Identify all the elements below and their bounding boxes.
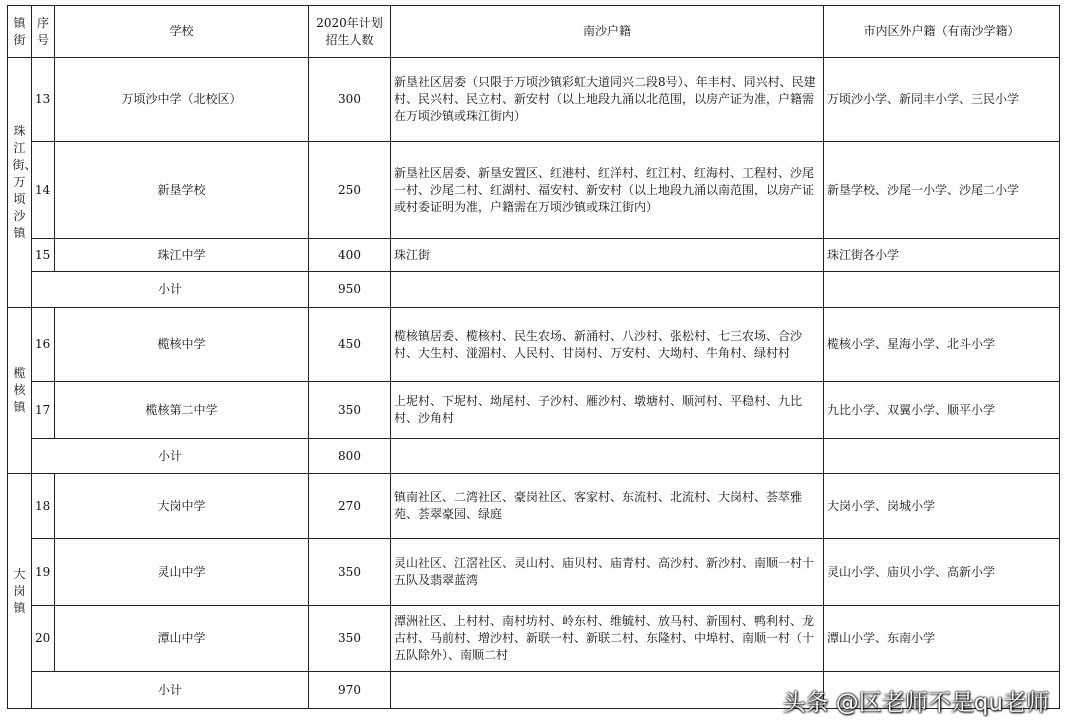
empty-cell — [824, 439, 1060, 474]
other-cell: 榄核小学、星海小学、北斗小学 — [824, 308, 1060, 382]
nansha-cell: 珠江街 — [391, 239, 824, 272]
seq-cell: 14 — [32, 142, 55, 239]
other-cell: 灵山小学、庙贝小学、高新小学 — [824, 539, 1060, 606]
seq-cell: 17 — [32, 382, 55, 439]
subtotal-label: 小计 — [32, 272, 309, 308]
table-row — [8, 606, 1060, 672]
seq-cell: 18 — [32, 474, 55, 539]
plan-cell: 450 — [309, 308, 391, 382]
nansha-cell: 新垦社区居委（只限于万顷沙镇彩虹大道同兴二段8号）、年丰村、同兴村、民建村、民兴村、民立村、新安村（以上地段九涌以北范围，以房产证为准，户籍需在万顷沙镇或珠江街内） — [391, 58, 824, 142]
seq-cell: 16 — [32, 308, 55, 382]
plan-cell: 400 — [309, 239, 391, 272]
plan-cell: 270 — [309, 474, 391, 539]
town-cell: 榄核镇 — [8, 308, 32, 474]
plan-cell: 350 — [309, 606, 391, 672]
subtotal-value: 970 — [309, 672, 391, 709]
header-school: 学校 — [55, 6, 309, 58]
table-row — [8, 539, 1060, 606]
header-nansha: 南沙户籍 — [391, 6, 824, 58]
header-other: 市内区外户籍（有南沙学籍） — [824, 6, 1060, 58]
other-cell: 潭山小学、东南小学 — [824, 606, 1060, 672]
subtotal-label: 小计 — [32, 439, 309, 474]
nansha-cell: 新垦社区居委、新垦安置区、红港村、红洋村、红江村、红海村、工程村、沙尾一村、沙尾二村、红湖村、福安村、新安村（以上地段九涌以南范围，以房产证或村委证明为准，户籍需在万顷沙镇或珠江街内） — [391, 142, 824, 239]
empty-cell — [391, 272, 824, 308]
subtotal-value: 800 — [309, 439, 391, 474]
table-row — [8, 308, 1060, 382]
nansha-cell: 上坭村、下坭村、坳尾村、子沙村、雁沙村、墩塘村、顺河村、平稳村、九比村、沙角村 — [391, 382, 824, 439]
school-cell: 大岗中学 — [55, 474, 309, 539]
header-plan: 2020年计划招生人数 — [309, 6, 391, 58]
school-cell: 新垦学校 — [55, 142, 309, 239]
empty-cell — [391, 439, 824, 474]
watermark: 头条 @区老师不是qu老师 — [782, 690, 1049, 716]
seq-cell: 13 — [32, 58, 55, 142]
other-cell: 珠江街各小学 — [824, 239, 1060, 272]
other-cell: 新垦学校、沙尾一小学、沙尾二小学 — [824, 142, 1060, 239]
town-cell: 珠江街、万顷沙镇 — [8, 58, 32, 308]
other-cell: 万顷沙小学、新同丰小学、三民小学 — [824, 58, 1060, 142]
seq-cell: 20 — [32, 606, 55, 672]
school-cell: 灵山中学 — [55, 539, 309, 606]
enrollment-table — [7, 5, 1060, 709]
seq-cell: 19 — [32, 539, 55, 606]
school-cell: 万顷沙中学（北校区） — [55, 58, 309, 142]
school-cell: 榄核第二中学 — [55, 382, 309, 439]
empty-cell — [391, 672, 824, 709]
other-cell: 大岗小学、岗城小学 — [824, 474, 1060, 539]
plan-cell: 350 — [309, 382, 391, 439]
nansha-cell: 榄核镇居委、榄核村、民生农场、新涌村、八沙村、张松村、七三农场、合沙村、大生村、湴湄村、人民村、甘岗村、万安村、大坳村、牛角村、绿村村 — [391, 308, 824, 382]
table-row — [8, 142, 1060, 239]
table-row — [8, 239, 1060, 272]
header-seq: 序号 — [32, 6, 55, 58]
header-town: 镇街 — [8, 6, 32, 58]
subtotal-row — [8, 272, 1060, 308]
header-row — [8, 6, 1060, 58]
subtotal-value: 950 — [309, 272, 391, 308]
empty-cell — [824, 272, 1060, 308]
school-cell: 榄核中学 — [55, 308, 309, 382]
table-row — [8, 58, 1060, 142]
school-cell: 珠江中学 — [55, 239, 309, 272]
table-row — [8, 474, 1060, 539]
seq-cell: 15 — [32, 239, 55, 272]
plan-cell: 250 — [309, 142, 391, 239]
nansha-cell: 潭洲社区、上村村、南村坊村、岭东村、维毓村、放马村、新围村、鸭利村、龙古村、马前村、增沙村、新联一村、新联二村、东隆村、中埠村、南顺一村（十五队除外）、南顺二村 — [391, 606, 824, 672]
plan-cell: 300 — [309, 58, 391, 142]
table-row — [8, 382, 1060, 439]
town-cell: 大岗镇 — [8, 474, 32, 709]
nansha-cell: 镇南社区、二湾社区、豪岗社区、客家村、东流村、北流村、大岗村、荟萃雅苑、荟翠豪园、绿庭 — [391, 474, 824, 539]
plan-cell: 350 — [309, 539, 391, 606]
school-cell: 潭山中学 — [55, 606, 309, 672]
subtotal-label: 小计 — [32, 672, 309, 709]
other-cell: 九比小学、双翼小学、顺平小学 — [824, 382, 1060, 439]
nansha-cell: 灵山社区、江滘社区、灵山村、庙贝村、庙青村、高沙村、新沙村、南顺一村十五队及翡翠蓝湾 — [391, 539, 824, 606]
subtotal-row — [8, 439, 1060, 474]
